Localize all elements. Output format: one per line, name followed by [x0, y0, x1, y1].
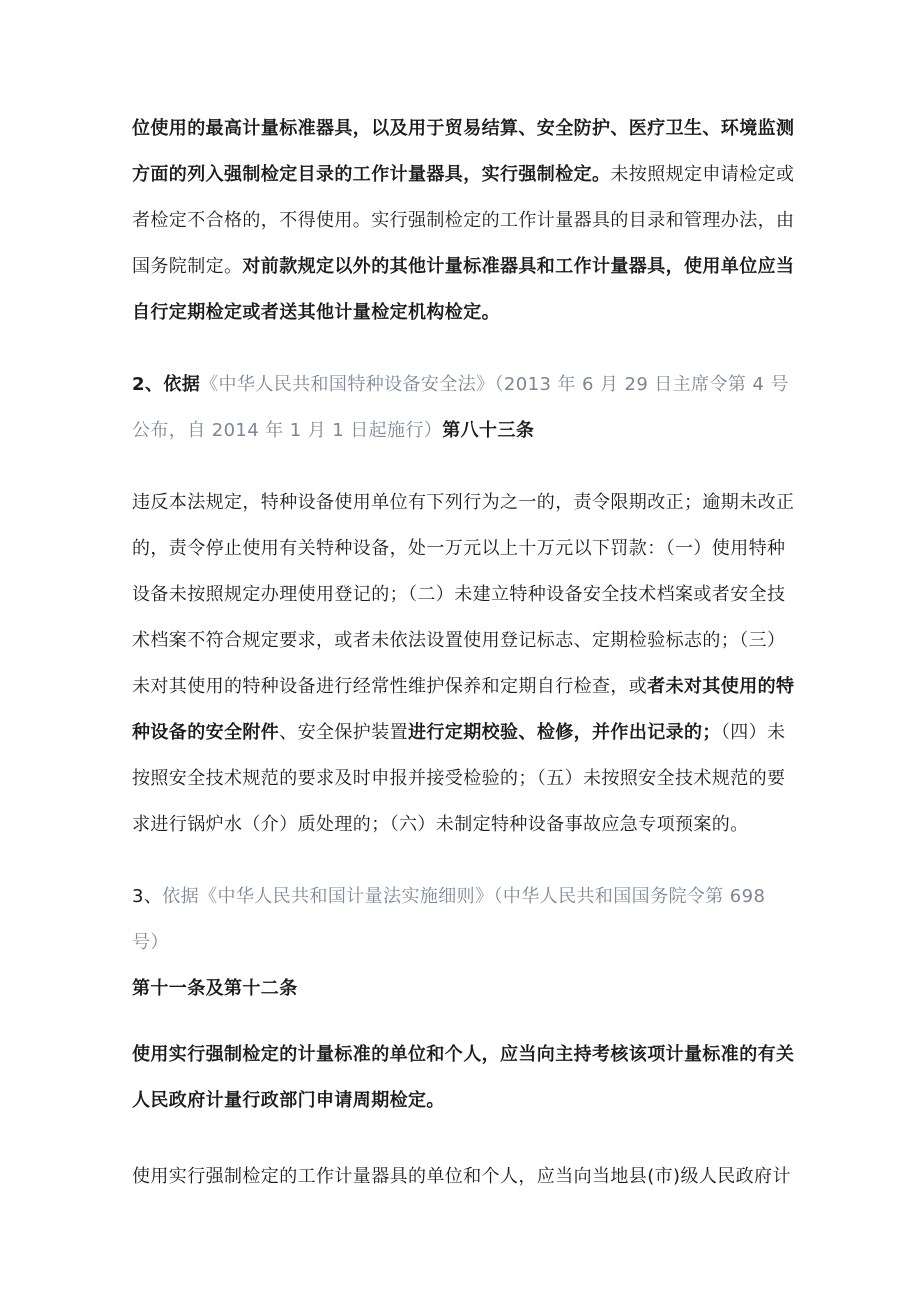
- article-number: 第八十三条: [442, 420, 535, 441]
- paragraph-mandatory-verification: [132, 106, 796, 336]
- paragraph-article-83: [132, 480, 796, 848]
- document-page: [132, 106, 796, 1200]
- bold-text: 位使用的最高计量标准器具，以及用于贸易结算、安全防护、医疗卫生、环境监测方面的列入强制检定目录的工作计量器具，实行强制检定。: [132, 118, 795, 185]
- plain-text: 、安全保护装置: [279, 722, 409, 743]
- law-reference-link[interactable]: 《中华人民共和国特种设备安全法》（2013 年 6 月 29 日主席令第 4 号公布，自 2014 年 1 月 1 日起施行）: [132, 374, 789, 441]
- item-prefix: 3、: [132, 886, 163, 907]
- bold-text: 进行定期校验、检修，并作出记录的；: [408, 722, 721, 743]
- bold-text: 对前款规定以外的其他计量标准器具和工作计量器具，使用单位应当自行定期检定或者送其他计量检定机构检定。: [132, 256, 795, 323]
- paragraph-legal-basis-3: [132, 874, 796, 1012]
- plain-text: 违反本法规定，特种设备使用单位有下列行为之一的，责令限期改正；逾期未改正的，责令停止使用有关特种设备，处一万元以上十万元以下罚款：（一）使用特种设备未按照规定办理使用登记的；（二）未建立特种设备安全技术档案或者安全技术档案不符合规定要求，或者未依法设置使用登记标志、定期检验标志的；（三）未对其使用的特种设备进行经常性维护保养和定期自行检查，或: [132, 492, 795, 697]
- paragraph-legal-basis-2: [132, 362, 796, 454]
- paragraph-standard-verification: 使用实行强制检定的计量标准的单位和个人，应当向主持考核该项计量标准的有关人民政府计量行政部门申请周期检定。: [132, 1044, 795, 1111]
- paragraph-working-instruments: 使用实行强制检定的工作计量器具的单位和个人，应当向当地县(市)级人民政府计: [132, 1166, 791, 1187]
- law-reference-link[interactable]: 依据《中华人民共和国计量法实施细则》（中华人民共和国国务院令第 698 号）: [132, 886, 766, 953]
- plain-text: 未按照规定申请检定或者检定不合格的，不得使用。实行强制检定的工作计量器具的目录和管理办法，由国务院制定。: [132, 164, 795, 277]
- plain-text: （四）未按照安全技术规范的要求及时申报并接受检验的；（五）未按照安全技术规范的要求进行锅炉水（介）质处理的；（六）未制定特种设备事故应急专项预案的。: [132, 722, 786, 835]
- bold-text: 者未对其使用的特种设备的安全附件: [132, 676, 795, 743]
- item-prefix: 2、依据: [132, 374, 201, 395]
- article-number: 第十一条及第十二条: [132, 978, 298, 999]
